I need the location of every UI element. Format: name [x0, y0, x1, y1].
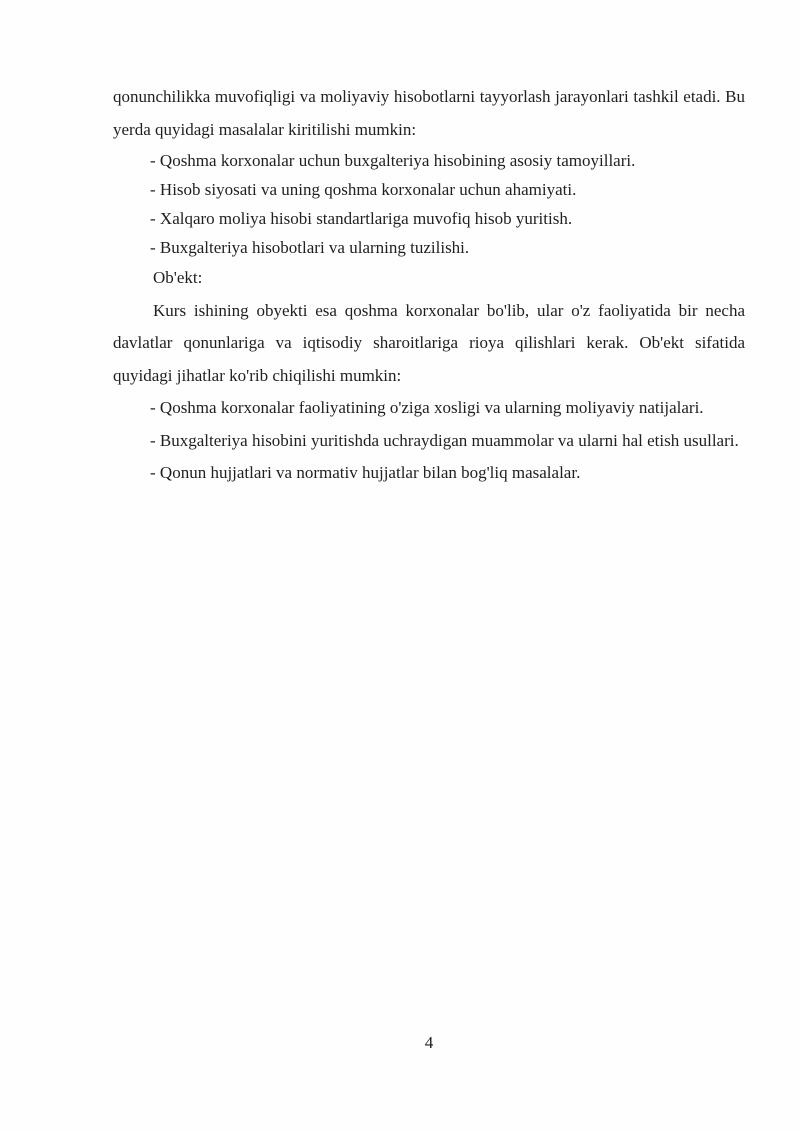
bullet-list-topics — [113, 146, 745, 262]
list-item-international-standards: - Xalqaro moliya hisobi standartlariga muvofiq hisob yuritish. — [150, 209, 573, 228]
page-content — [113, 80, 745, 490]
list-item-reports-structure: - Buxgalteriya hisobotlari va ularning tuzilishi. — [150, 238, 470, 257]
list-item-principles: - Qoshma korxonalar uchun buxgalteriya hisobining asosiy tamoyillari. — [150, 151, 636, 170]
list-item-accounting-problems: - Buxgalteriya hisobini yuritishda uchraydigan muammolar va ularni hal etish usullari. — [150, 430, 739, 450]
paragraph-object: Kurs ishining obyekti esa qoshma korxonalar bo'lib, ular o'z faoliyatida bir necha davlatlar qonunlariga va iqtisodiy sharoitlariga rioya qilishlari kerak. Ob'ekt sifatida quyidagi jihatlar ko'rib chiqilishi mumkin: — [113, 300, 745, 385]
paragraph-intro: qonunchilikka muvofiqligi va moliyaviy hisobotlarni tayyorlash jarayonlari tashkil etadi. Bu yerda quyidagi masalalar kiritilishi mumkin: — [113, 87, 745, 139]
bullet-list-aspects — [113, 392, 745, 490]
list-item-accounting-policy: - Hisob siyosati va uning qoshma korxonalar uchun ahamiyati. — [150, 180, 577, 199]
list-item-joint-venture-activity: - Qoshma korxonalar faoliyatining o'ziga xosligi va ularning moliyaviy natijalari. — [150, 398, 704, 417]
list-item-legal-documents: - Qonun hujjatlari va normativ hujjatlar bilan bog'liq masalalar. — [150, 463, 581, 482]
page-number: 4 — [424, 1033, 434, 1052]
section-heading-object: Ob'ekt: — [153, 268, 203, 287]
